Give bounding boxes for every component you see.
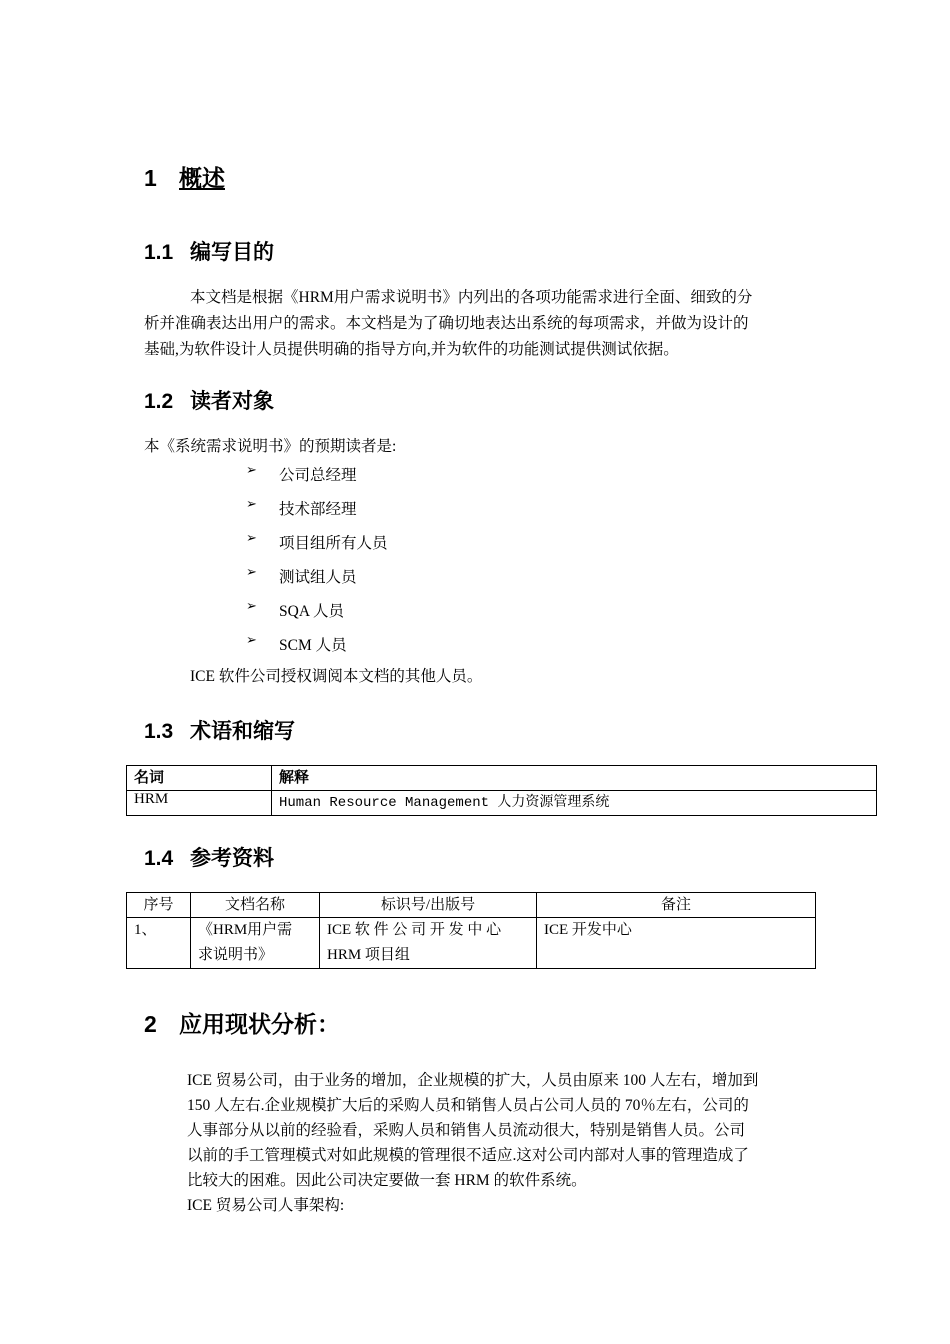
list-item	[246, 633, 546, 653]
ref-header-name: 文档名称	[191, 893, 320, 918]
table-row	[127, 918, 816, 969]
arrow-bullet-icon: ➢	[246, 531, 257, 546]
ref-header-note: 备注	[537, 893, 816, 918]
arrow-bullet-icon: ➢	[246, 463, 257, 478]
list-item	[246, 463, 546, 483]
section-1-3-number: 1.3	[144, 720, 174, 743]
section-1-4-heading	[144, 842, 274, 872]
section-1-1-heading	[144, 236, 274, 266]
ref-header-id: 标识号/出版号	[320, 893, 537, 918]
list-item-text: 项目组所有人员	[279, 535, 388, 552]
ref-id-line: HRM 项目组	[327, 947, 410, 963]
list-item	[246, 565, 546, 585]
list-item-text: 技术部经理	[279, 501, 357, 518]
section-1-2-heading	[144, 385, 274, 415]
table-row	[127, 791, 877, 816]
section-1-4-number: 1.4	[144, 847, 174, 870]
analysis-line-4: 以前的手工管理模式对如此规模的管理很不适应.这对公司内部对人事的管理造成了	[187, 1147, 749, 1164]
ref-cell-note: ICE 开发中心	[537, 918, 816, 969]
arrow-bullet-icon: ➢	[246, 599, 257, 614]
ref-cell-name	[191, 918, 320, 969]
references-table	[126, 892, 816, 969]
analysis-line-5: 比较大的困难。因此公司决定要做一套 HRM 的软件系统。	[187, 1172, 587, 1189]
terms-cell-explanation: Human Resource Management 人力资源管理系统	[272, 791, 877, 816]
section-1-1-number: 1.1	[144, 241, 174, 264]
arrow-bullet-icon: ➢	[246, 497, 257, 512]
section-1-4-title: 参考资料	[190, 847, 274, 870]
section-2-title: 应用现状分析：	[179, 1011, 340, 1037]
section-1-1-title: 编写目的	[190, 241, 274, 264]
ref-name-line: 求说明书》	[198, 947, 274, 963]
ref-cell-seq: 1、	[127, 918, 191, 969]
list-item	[246, 531, 546, 551]
arrow-bullet-icon: ➢	[246, 633, 257, 648]
ref-cell-id	[320, 918, 537, 969]
terms-header-explanation: 解释	[272, 766, 877, 791]
section-1-3-title: 术语和缩写	[190, 720, 295, 743]
section-1-title: 概述	[179, 165, 225, 191]
ref-id-line: ICE 软 件 公 司 开 发 中 心	[327, 922, 502, 938]
arrow-bullet-icon: ➢	[246, 565, 257, 580]
section-1-3-heading	[144, 715, 295, 745]
section-1-2-title: 读者对象	[190, 390, 274, 413]
section-1-number: 1	[144, 165, 157, 191]
section-2-heading	[144, 1006, 340, 1039]
list-item-text: SCM 人员	[279, 637, 347, 654]
purpose-line-2: 析并准确表达出用户的需求。本文档是为了确切地表达出系统的每项需求，并做为设计的	[144, 315, 749, 332]
purpose-line-1: 本文档是根据《HRM用户需求说明书》内列出的各项功能需求进行全面、细致的分	[190, 289, 753, 306]
ref-name-line: 《HRM用户需	[198, 922, 293, 938]
section-1-heading	[144, 160, 225, 193]
analysis-line-2: 150 人左右.企业规模扩大后的采购人员和销售人员占公司人员的 70％左右，公司的	[187, 1097, 749, 1114]
list-item-text: 测试组人员	[279, 569, 357, 586]
section-1-2-number: 1.2	[144, 390, 174, 413]
analysis-line-3: 人事部分从以前的经验看，采购人员和销售人员流动很大，特别是销售人员。公司	[187, 1122, 746, 1139]
readers-outro: ICE 软件公司授权调阅本文档的其他人员。	[190, 668, 483, 685]
list-item-text: SQA 人员	[279, 603, 345, 620]
terms-cell-term: HRM	[127, 791, 272, 816]
ref-header-seq: 序号	[127, 893, 191, 918]
readers-intro: 本《系统需求说明书》的预期读者是:	[144, 438, 397, 455]
analysis-line-6: ICE 贸易公司人事架构:	[187, 1197, 345, 1214]
table-header-row	[127, 893, 816, 918]
terms-header-term: 名词	[127, 766, 272, 791]
analysis-line-1: ICE 贸易公司，由于业务的增加，企业规模的扩大，人员由原来 100 人左右，增加到	[187, 1072, 759, 1089]
purpose-line-3: 基础,为软件设计人员提供明确的指导方向,并为软件的功能测试提供测试依据。	[144, 341, 679, 358]
list-item	[246, 497, 546, 517]
list-item-text: 公司总经理	[279, 467, 357, 484]
list-item	[246, 599, 546, 619]
table-header-row	[127, 766, 877, 791]
section-2-number: 2	[144, 1011, 157, 1037]
terms-table	[126, 765, 877, 816]
